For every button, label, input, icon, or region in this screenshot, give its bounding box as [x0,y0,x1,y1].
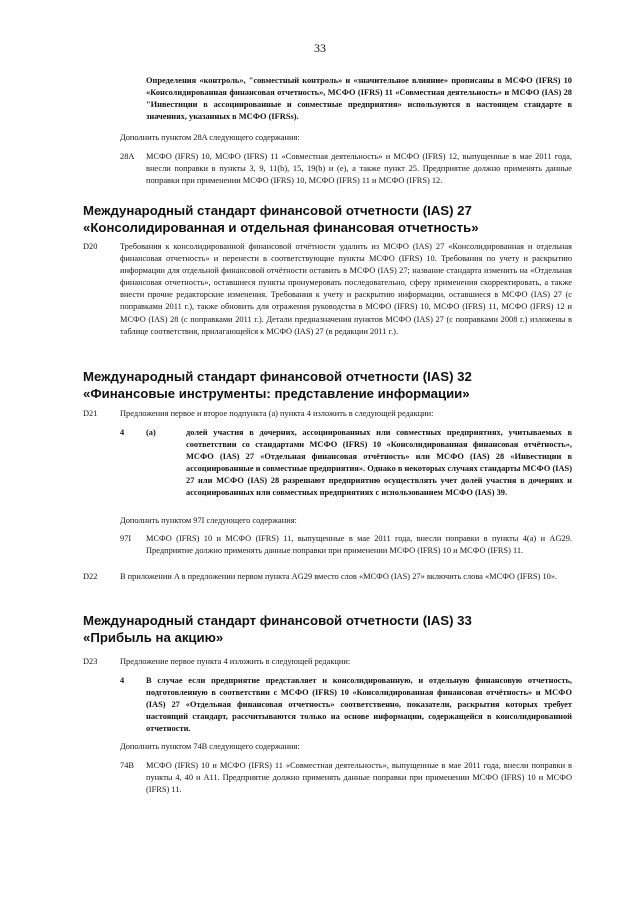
item-4a-sub: (a) [146,428,156,437]
d20-text: Требования к консолидированной финансовой отчётности удалить из МСФО (IAS) 27 «Консолидированная и отдельная финансовая отчетность» и перенести в соответствующие пункты МСФО (IFRS) 10. Требования по учету и раскрытию информации для отдельной финансовой отчётности оставить в МСФО (IAS) 27; название стандарта изменить на «Отдельная финансовая отчетность», оставшиеся пункты пронумеровать последовательно, сферу применения скорректировать, а также внести прочие редакторские изменения. Требования к учету и раскрытию информации, оставшиеся в МСФО (IAS) 27 (с поправками 2011 г.), также обновить для отражения руководства в МСФО (IFRS) 10, МСФО (IFRS) 11, МСФО (IFRS) 12 и МСФО (IAS) 28 (с поправками 2011 г.). Детали предназначения пунктов МСФО (IAS) 27 (с поправками 2008 г.) изложены в таблице соответствия, прилагающейся к МСФО (IAS) 27 (в редакции 2011 г.). [120,242,572,336]
heading-ias27 [83,203,553,236]
para-28a-text: МСФО (IFRS) 10, МСФО (IFRS) 11 «Совместная деятельность» и МСФО (IFRS) 12, выпущенные в мае 2011 года, внесли поправки в пункты 3, 9, 11(b), 15, 19(b) и (e), а также пункт 25. Предприятие должно применять данные поправки при применении МСФО (IFRS) 10, МСФО (IFRS) 11 и МСФО (IFRS) 12. [146,152,572,186]
item-4a-number: 4 [120,428,125,437]
d23-number: D23 [83,657,98,666]
heading-ias27-line2: «Консолидированная и отдельная финансовая отчетность» [83,219,479,235]
intro-definitions-paragraph: Определения «контроль», "совместный контроль» и «значительное влияние» прописаны в МСФО (IFRS) 10 «Консолидированная финансовая отчетность», МСФО (IFRS) 11 «Совместная деятельность» и МСФО (IAS) 28 "Инвестиции в ассоциированные и совместные предприятия» используются в настоящем стандарте в значениях, указанных в МСФО (IFRSs). [146,76,572,122]
item-4-number: 4 [120,676,125,685]
para-74b-number: 74B [120,761,134,770]
d21-number: D21 [83,409,98,418]
page-number: 33 [314,41,326,55]
heading-ias32 [83,369,553,402]
d23-text: Предложение первое пункта 4 изложить в следующей редакции: [120,657,351,666]
add-97i-lead: Дополнить пунктом 97I следующего содержания: [120,516,297,525]
item-4-text: В случае если предприятие представляет и консолидированную, и отдельную финансовую отчетность, подготовленную в соответствии с МСФО (IFRS) 10 «Консолидированная финансовая отчётность» и МСФО (IAS) 27 «Отдельная финансовая отчетность» соответственно, показатели, раскрытия которых требует настоящий стандарт, рассчитываются только на основе информации, содержащейся в консолидированной отчетности. [146,676,572,734]
d22-number: D22 [83,572,98,581]
d20-number: D20 [83,242,98,251]
heading-ias32-line2: «Финансовые инструменты: представление информации» [83,385,470,401]
para-97i-number: 97I [120,534,132,543]
heading-ias33-line2: «Прибыль на акцию» [83,629,224,645]
heading-ias33-line1: Международный стандарт финансовой отчетности (IAS) 33 [83,613,472,628]
add-74b-lead: Дополнить пунктом 74B следующего содержания: [120,742,300,751]
para-97i-text: МСФО (IFRS) 10 и МСФО (IFRS) 11, выпущенные в мае 2011 года, внесли поправки в пункты 4(a) и AG29. Предприятие должно применять данные поправки при применении МСФО (IFRS) 10 и МСФО (IFRS) 11. [146,534,572,556]
item-4a-text: долей участия в дочерних, ассоциированных или совместных предприятиях, учитываемых в соответствии со стандартами МСФО (IFRS) 10 «Консолидированная финансовая отчётность», МСФО (IAS) 27 «Отдельная финансовая отчётность» или МСФО (IAS) 28 «Инвестиции в ассоциированные и совместные предприятия». Однако в некоторых случаях стандарты МСФО (IAS) 27 или МСФО (IAS) 28 разрешают предприятию осуществлять учет долей участия в дочерних и ассоциированных или совместных предприятиях с использованием МСФО (IAS) 39. [186,428,572,498]
d21-text: Предложения первое и второе подпункта (a) пункта 4 изложить в следующей редакции: [120,409,434,418]
heading-ias33 [83,613,553,646]
para-74b-text: МСФО (IFRS) 10 и МСФО (IFRS) 11 «Совместная деятельность», выпущенные в мае 2011 года, внесли поправки в пункты 4, 40 и A11. Предприятие должно применять данные поправки при применении МСФО (IFRS) 10 и МСФО (IFRS) 11. [146,761,572,795]
d22-text: В приложении A в предложении первом пункта AG29 вместо слов «МСФО (IAS) 27» включить слова «МСФО (IFRS) 10». [120,572,558,581]
add-28a-lead: Дополнить пунктом 28A следующего содержания: [120,133,300,142]
heading-ias32-line1: Международный стандарт финансовой отчетности (IAS) 32 [83,369,472,384]
heading-ias27-line1: Международный стандарт финансовой отчетности (IAS) 27 [83,203,472,218]
para-28a-number: 28A [120,152,135,161]
